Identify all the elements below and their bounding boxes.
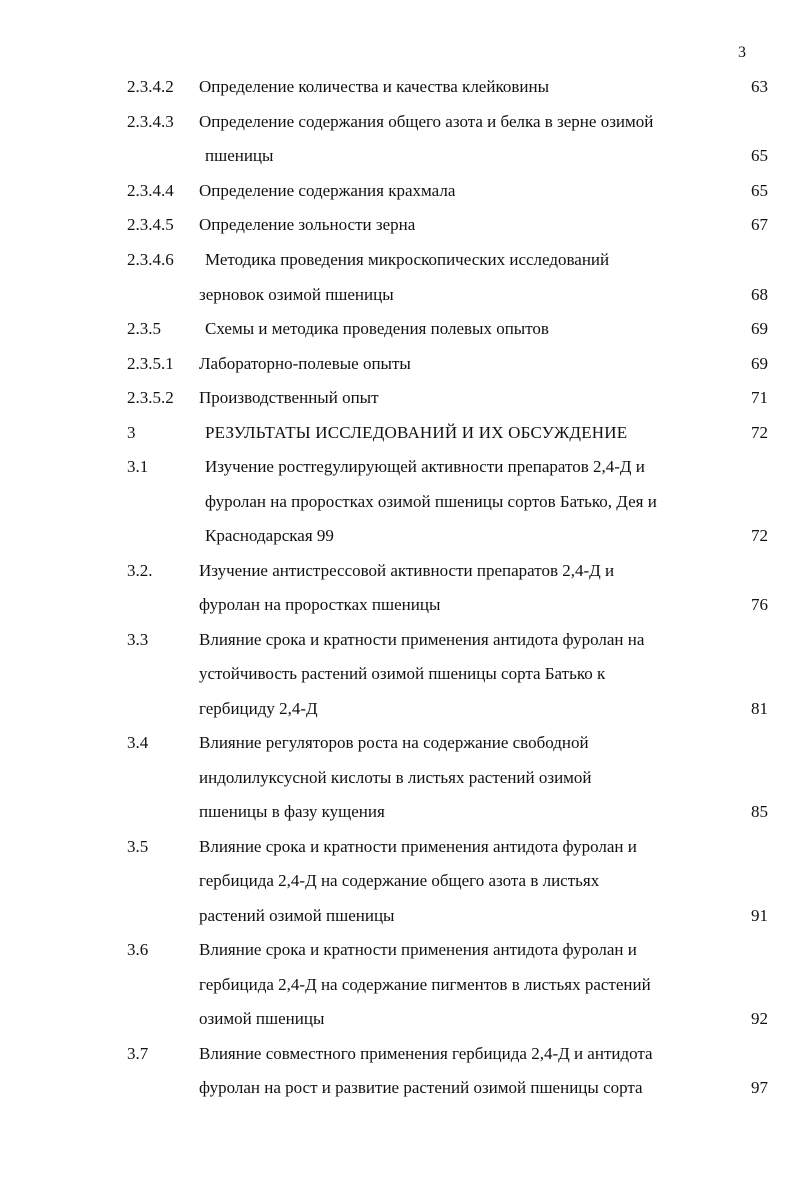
toc-number: 2.3.5.1 — [127, 354, 174, 373]
toc-title-line: фуролан на проростках озимой пшеницы сортов Батько, Дея и — [205, 492, 657, 511]
toc-title-line: озимой пшеницы — [199, 1009, 325, 1028]
toc-page: 68 — [751, 285, 768, 304]
toc-number: 3.3 — [127, 630, 149, 649]
toc-title-line: зерновок озимой пшеницы — [199, 285, 394, 304]
toc-title-line: пшеницы в фазу кущения — [199, 802, 385, 821]
page-number: 3 — [738, 44, 746, 61]
toc-title-line: Определение зольности зерна — [199, 215, 416, 234]
toc-number: 3 — [127, 423, 136, 442]
toc-title-line: Влияние срока и кратности применения антидота фуролан на — [199, 630, 645, 649]
toc-title-line: Определение содержания общего азота и белка в зерне озимой — [199, 112, 654, 131]
toc-page: 92 — [751, 1009, 768, 1028]
toc-number: 2.3.4.2 — [127, 77, 174, 96]
toc-number: 3.4 — [127, 733, 149, 752]
toc-number: 3.7 — [127, 1044, 149, 1063]
toc-title-line: гербицида 2,4-Д на содержание общего азота в листьях — [199, 871, 600, 890]
toc-page: 69 — [751, 354, 768, 373]
toc-page: 72 — [751, 526, 768, 545]
toc-title-line: Изучение антистрессовой активности препаратов 2,4-Д и — [199, 561, 615, 580]
toc-title-line: Определение содержания крахмала — [199, 181, 456, 200]
toc-page: 67 — [751, 215, 768, 234]
toc-title-line: гербицида 2,4-Д на содержание пигментов в листьях растений — [199, 975, 651, 994]
toc-number: 2.3.4.5 — [127, 215, 174, 234]
toc-title-line: Краснодарская 99 — [205, 526, 334, 545]
toc-title-line: Влияние регуляторов роста на содержание свободной — [199, 733, 589, 752]
toc-page: 85 — [751, 802, 768, 821]
toc-number: 3.2. — [127, 561, 153, 580]
toc-page: 81 — [751, 699, 768, 718]
toc-number: 2.3.5 — [127, 319, 161, 338]
toc-title-line: Методика проведения микроскопических исследований — [205, 250, 610, 269]
toc-title-line: устойчивость растений озимой пшеницы сорта Батько к — [199, 664, 606, 683]
toc-chapter-title: РЕЗУЛЬТАТЫ ИССЛЕДОВАНИЙ И ИХ ОБСУЖДЕНИЕ — [205, 423, 628, 442]
toc-number: 3.5 — [127, 837, 149, 856]
toc-title-line: фуролан на рост и развитие растений озимой пшеницы сорта — [199, 1078, 643, 1097]
toc-title-line: Изучение ростregулирующей активности препаратов 2,4-Д и — [205, 457, 645, 476]
toc-page: 71 — [751, 388, 768, 407]
toc-page: 69 — [751, 319, 768, 338]
toc-page: 91 — [751, 906, 768, 925]
toc-title-line: Схемы и методика проведения полевых опытов — [205, 319, 549, 338]
toc-title-line: фуролан на проростках пшеницы — [199, 595, 441, 614]
toc-title-line: Влияние срока и кратности применения антидота фуролан и — [199, 837, 637, 856]
toc-number: 2.3.4.4 — [127, 181, 174, 200]
toc-title-line: растений озимой пшеницы — [199, 906, 395, 925]
toc-number: 3.6 — [127, 940, 149, 959]
toc-title-line: индолилуксусной кислоты в листьях растений озимой — [199, 768, 592, 787]
toc-page: 63 — [751, 77, 768, 96]
toc-title-line: гербициду 2,4-Д — [199, 699, 318, 718]
toc-number: 2.3.4.6 — [127, 250, 174, 269]
toc-page: 65 — [751, 181, 768, 200]
toc-number: 3.1 — [127, 457, 149, 476]
toc-title-line: Определение количества и качества клейковины — [199, 77, 549, 96]
toc-title-line: Влияние срока и кратности применения антидота фуролан и — [199, 940, 637, 959]
toc-page: 76 — [751, 595, 768, 614]
toc-title-line: Влияние совместного применения гербицида 2,4-Д и антидота — [199, 1044, 653, 1063]
toc-title-line: Производственный опыт — [199, 388, 379, 407]
toc-page: 65 — [751, 146, 768, 165]
toc-page: 97 — [751, 1078, 768, 1097]
toc-page: 72 — [751, 423, 768, 442]
toc-number: 2.3.5.2 — [127, 388, 174, 407]
toc-title-line: пшеницы — [205, 146, 274, 165]
toc-title-line: Лабораторно-полевые опыты — [199, 354, 411, 373]
toc-number: 2.3.4.3 — [127, 112, 174, 131]
